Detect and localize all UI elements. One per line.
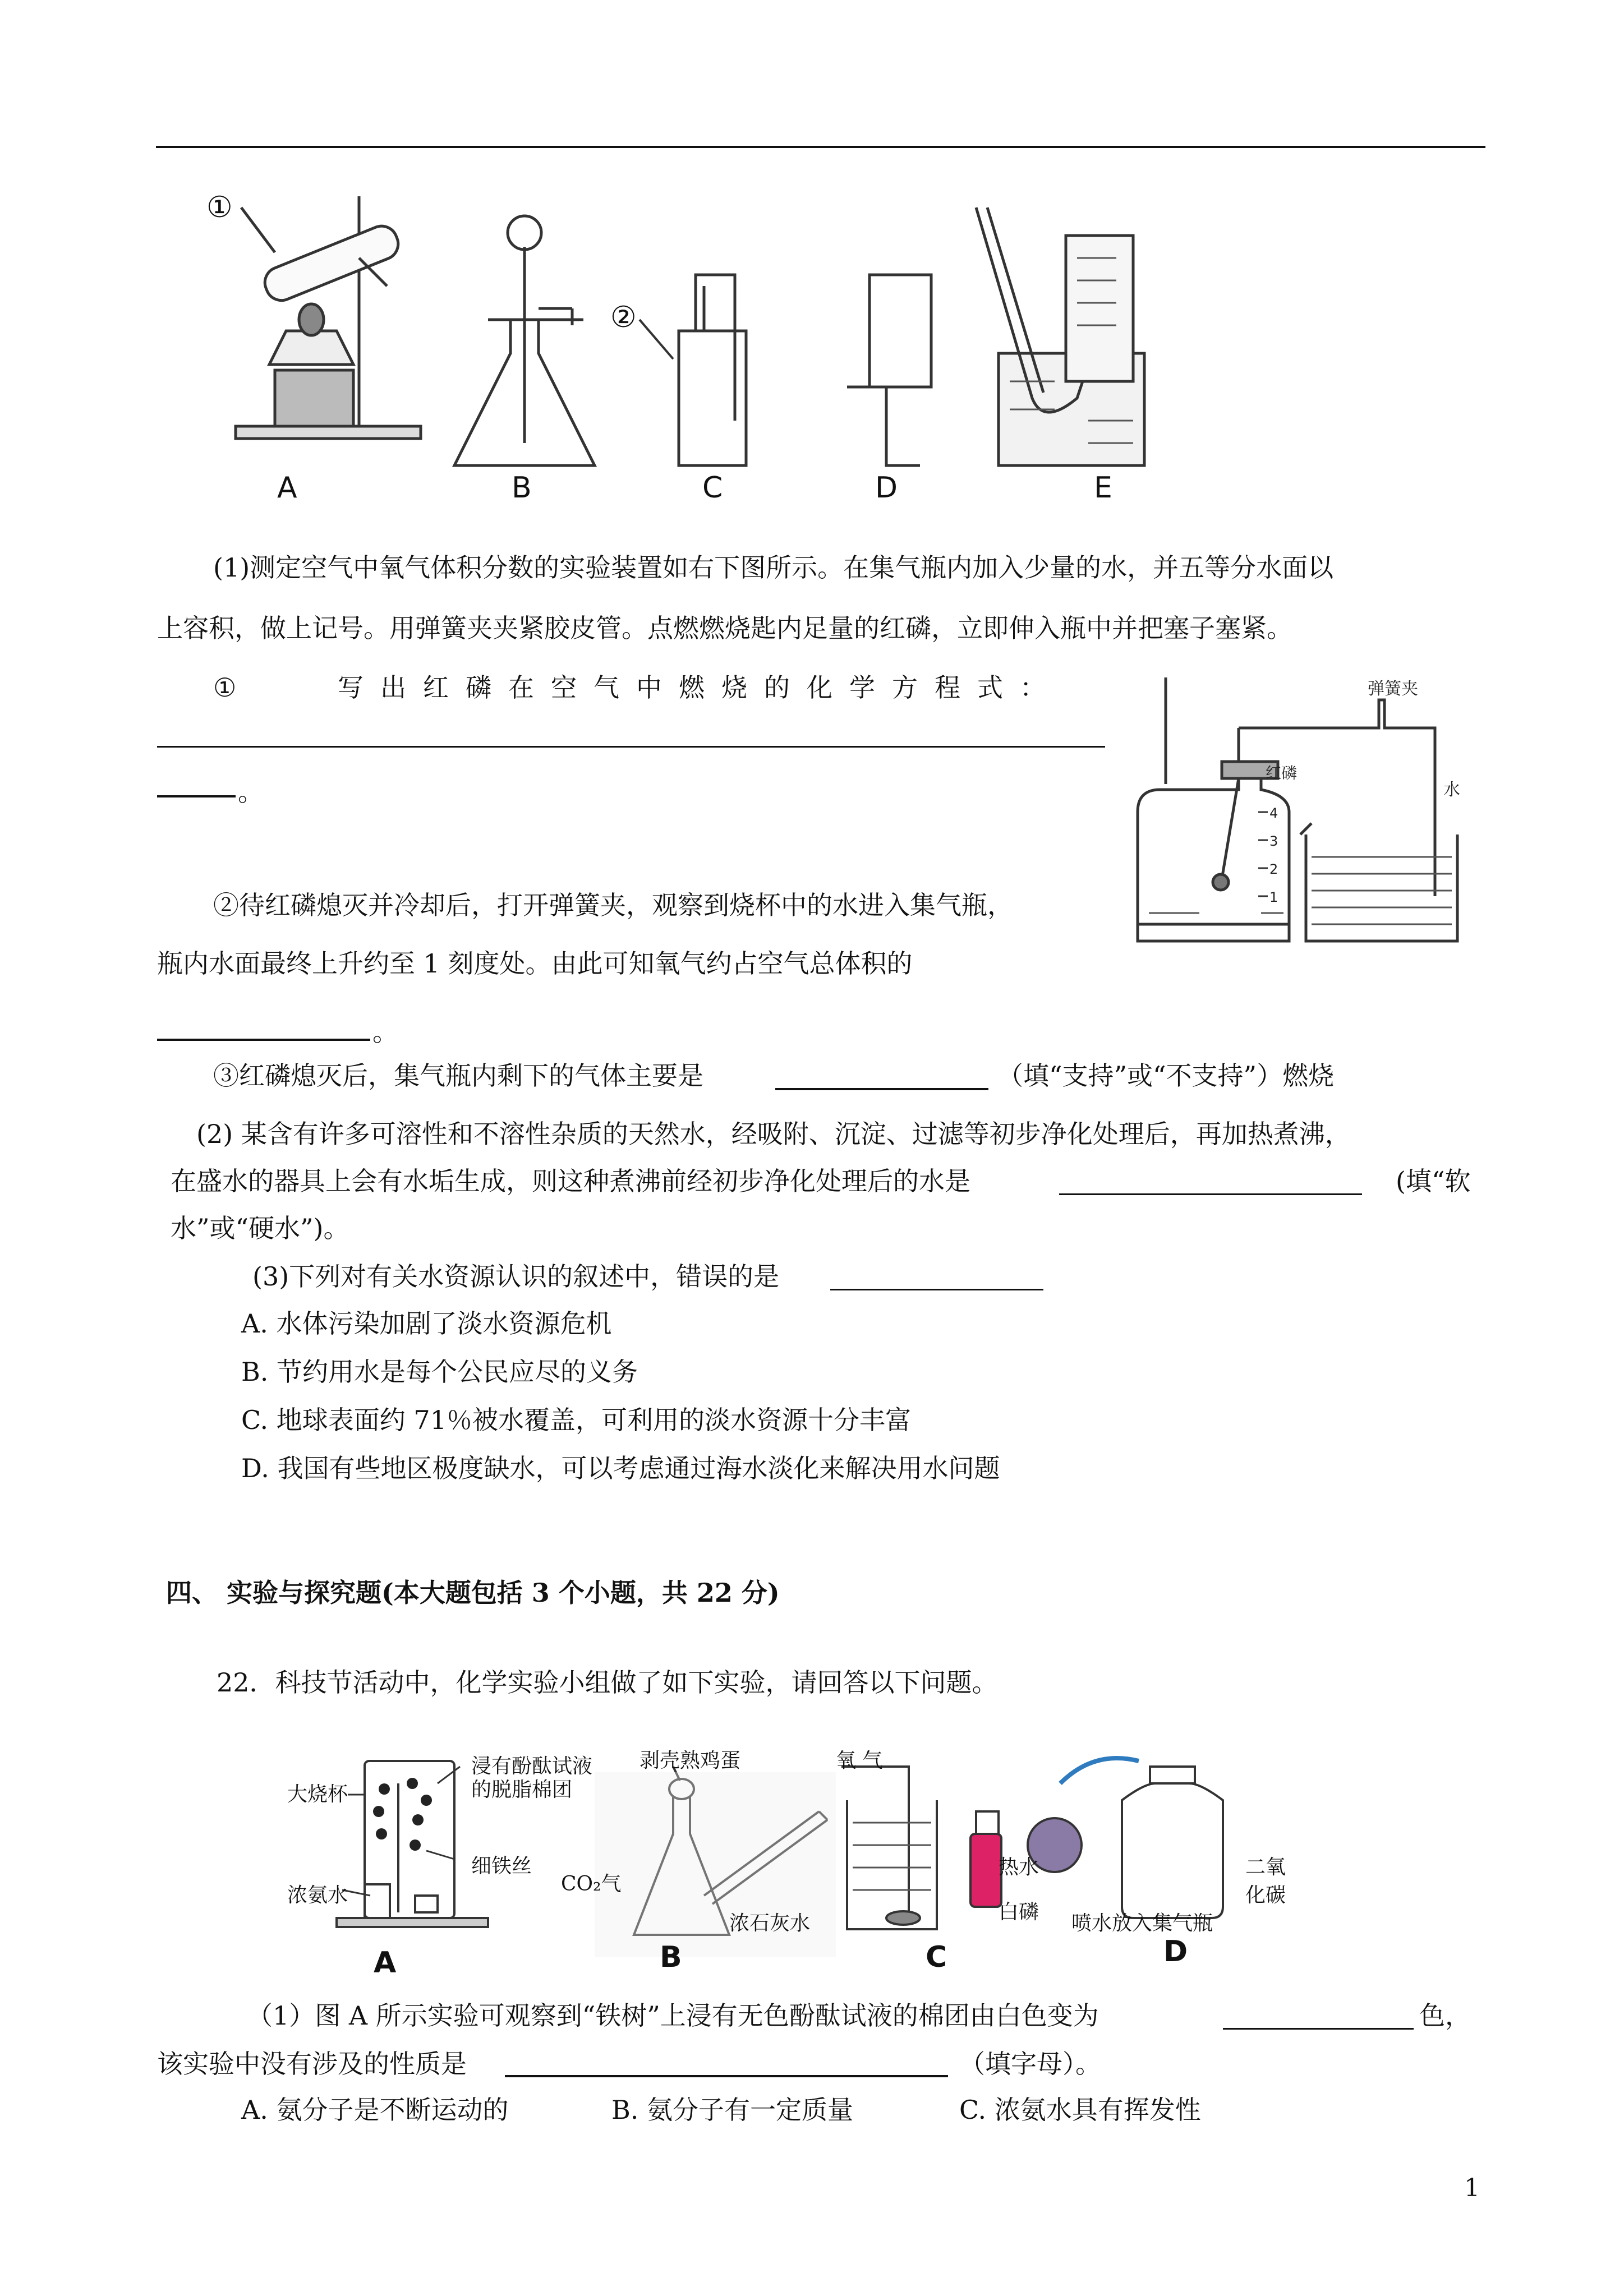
q22-p1-line1-before: （1）图 A 所示实验可观察到“铁树”上浸有无色酚酞试液的棉团由白色变为 — [247, 2000, 1099, 2031]
marker-2: ② — [610, 301, 637, 334]
q22-p1-line2-before: 该实验中没有涉及的性质是 — [157, 2049, 467, 2079]
q21-sub2-line1: ②待红磷熄灭并冷却后，打开弹簧夹，观察到烧杯中的水进入集气瓶， — [213, 890, 1013, 920]
label-d-spray: 喷水放入集气瓶 — [1071, 1912, 1213, 1935]
figure1-label-a: A — [277, 471, 297, 505]
q21-sub2-end: 。 — [372, 1017, 398, 1047]
q22-p1-line1-after: 色， — [1419, 2000, 1471, 2031]
answer-blank-equation[interactable] — [157, 740, 1105, 748]
q21-sub1-text: 写出红磷在空气中燃烧的化学方程式： — [338, 672, 1062, 703]
q21-sub1-end: 。 — [238, 777, 264, 807]
marker-1: ① — [206, 191, 233, 224]
figure1-label-e: E — [1094, 471, 1112, 505]
label-a-cotton2: 的脱脂棉团 — [471, 1778, 573, 1801]
q21-p3-stem: (3)下列对有关水资源认识的叙述中，错误的是 — [252, 1261, 780, 1292]
figure1-label-b: B — [512, 471, 532, 505]
q21-p3-option-d: D. 我国有些地区极度缺水，可以考虑通过海水淡化来解决用水问题 — [241, 1453, 1000, 1483]
q22-figure-label-a: A — [374, 1946, 397, 1980]
q21-intro-line2: 上容积，做上记号。用弹簧夹夹紧胶皮管。点燃燃烧匙内足量的红磷，立即伸入瓶中并把塞子塞紧。 — [157, 613, 1292, 643]
q21-intro-line1: (1)测定空气中氧气体积分数的实验装置如右下图所示。在集气瓶内加入少量的水，并五等分水面以 — [213, 552, 1334, 583]
q22-experiments-figure — [280, 1750, 1402, 1985]
section-4-heading: 四、 实验与探究题(本大题包括 3 个小题，共 22 分) — [166, 1578, 780, 1608]
label-a-cotton: 浸有酚酞试液 — [471, 1755, 593, 1778]
q21-p2-line2-after: (填“软 — [1396, 1166, 1471, 1196]
label-d-co2-1: 二氧 — [1245, 1856, 1286, 1879]
label-b-lime: 浓石灰水 — [729, 1912, 811, 1935]
scale-2: 2 — [1269, 861, 1278, 877]
q22-figure-label-b: B — [660, 1940, 682, 1974]
page-number: 1 — [1464, 2174, 1480, 2202]
label-c-phosphorus: 白磷 — [999, 1901, 1039, 1924]
q22-p1-option-a: A. 氨分子是不断运动的 — [241, 2095, 509, 2125]
label-clamp: 弹簧夹 — [1368, 679, 1418, 699]
label-water: 水 — [1443, 780, 1460, 800]
figure1-label-c: C — [702, 471, 723, 505]
label-a-ammonia: 浓氨水 — [287, 1884, 348, 1907]
q21-p3-option-a: A. 水体污染加剧了淡水资源危机 — [241, 1308, 612, 1339]
answer-blank-oxygen-fraction[interactable] — [157, 1039, 370, 1041]
label-c-oxygen: 氧 气 — [836, 1749, 883, 1772]
q21-sub2-line2: 瓶内水面最终上升约至 1 刻度处。由此可知氧气约占空气总体积的 — [157, 948, 913, 979]
q21-p3-option-b: B. 节约用水是每个公民应尽的义务 — [241, 1357, 638, 1387]
header-rule — [156, 146, 1485, 148]
q21-sub3-before: ③红磷熄灭后，集气瓶内剩下的气体主要是 — [213, 1061, 703, 1091]
answer-blank-support[interactable] — [775, 1088, 988, 1090]
q22-p1-option-c: C. 浓氨水具有挥发性 — [959, 2095, 1201, 2125]
q21-sub1-number: ① — [213, 672, 237, 703]
answer-blank-water-type[interactable] — [1059, 1193, 1362, 1195]
q21-p2-line2: 在盛水的器具上会有水垢生成，则这种煮沸前经初步净化处理后的水是 — [171, 1166, 970, 1196]
q21-p2-line3: 水”或“硬水”)。 — [171, 1213, 349, 1243]
label-c-hotwater: 热水 — [999, 1856, 1039, 1879]
q21-p2-line1: (2) 某含有许多可溶性和不溶性杂质的天然水，经吸附、沉淀、过滤等初步净化处理后，再加热煮沸， — [196, 1119, 1351, 1149]
scale-1: 1 — [1269, 889, 1278, 905]
figure1-label-d: D — [875, 471, 898, 505]
scale-3: 3 — [1269, 833, 1278, 849]
apparatus-figure — [191, 185, 1200, 522]
q22-figure-label-d: D — [1163, 1935, 1188, 1968]
label-a-wire: 细铁丝 — [471, 1855, 532, 1878]
q21-sub3-after: （填“支持”或“不支持”）燃烧 — [997, 1061, 1335, 1091]
label-d-co2-2: 化碳 — [1245, 1884, 1286, 1907]
q22-stem: 22．科技节活动中，化学实验小组做了如下实验，请回答以下问题。 — [217, 1667, 998, 1698]
answer-blank-property[interactable] — [505, 2075, 948, 2077]
label-b-co2: CO₂气 — [561, 1873, 622, 1896]
label-a-beaker: 大烧杯 — [287, 1783, 348, 1806]
label-red-phosphorus: 红磷 — [1266, 764, 1298, 782]
answer-blank-wrong-option[interactable] — [830, 1289, 1043, 1290]
phosphorus-apparatus — [1121, 677, 1491, 958]
q22-p1-line2-after: （填字母）。 — [959, 2049, 1101, 2079]
label-b-egg: 剥壳熟鸡蛋 — [640, 1749, 741, 1772]
q22-figure-label-c: C — [926, 1940, 947, 1974]
answer-blank-equation-end[interactable] — [157, 795, 236, 797]
q22-p1-option-b: B. 氨分子有一定质量 — [611, 2095, 854, 2125]
q21-p3-option-c: C. 地球表面约 71％被水覆盖，可利用的淡水资源十分丰富 — [241, 1405, 911, 1435]
scale-4: 4 — [1269, 805, 1278, 821]
answer-blank-color[interactable] — [1223, 2028, 1414, 2030]
